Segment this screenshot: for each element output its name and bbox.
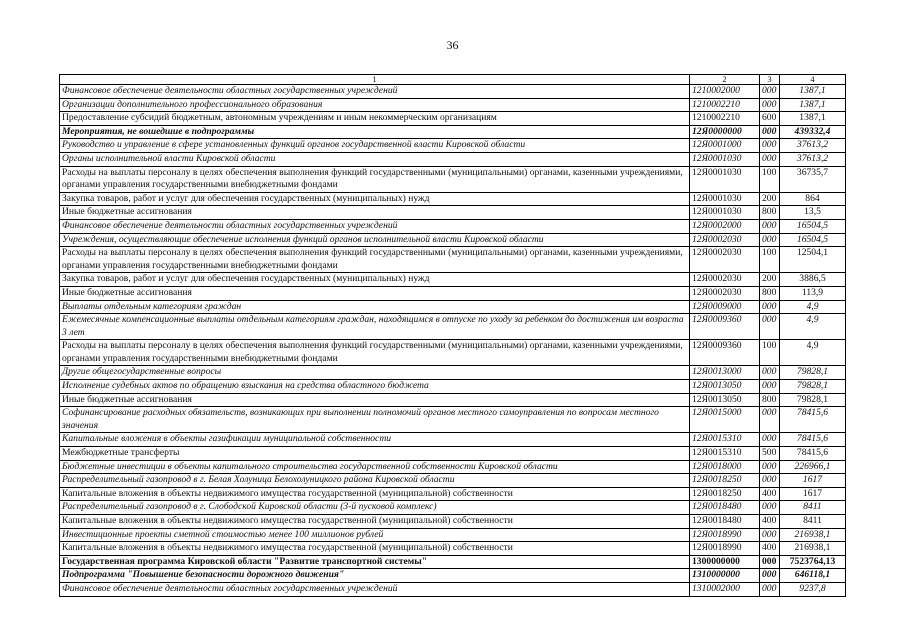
header-col-2: 2 [690,75,760,85]
row-vr-cell: 000 [760,300,780,314]
budget-sheet [59,74,845,597]
table-row [60,219,846,233]
table-row [60,487,846,501]
table-row [60,206,846,220]
table-row [60,366,846,380]
header-col-1: 1 [60,75,690,85]
header-col-4: 4 [780,75,846,85]
row-code-cell: 12Я0001030 [690,192,760,206]
row-name-cell: Закупка товаров, работ и услуг для обеспечения государственных (муниципальных) нужд [60,192,690,206]
row-sum-cell: 13,5 [780,206,846,220]
row-name-cell: Иные бюджетные ассигнования [60,393,690,407]
row-name-cell: Мероприятия, не вошедшие в подпрограммы [60,125,690,139]
table-row [60,314,846,340]
row-name-cell: Финансовое обеспечение деятельности областных государственных учреждений [60,85,690,99]
row-sum-cell: 78415,6 [780,447,846,461]
page-number: 36 [446,38,459,52]
row-vr-cell: 500 [760,447,780,461]
row-vr-cell: 600 [760,112,780,126]
row-sum-cell: 864 [780,192,846,206]
table-row [60,460,846,474]
row-name-cell: Капитальные вложения в объекты недвижимого имущества государственной (муниципальной) собственности [60,515,690,529]
row-code-cell: 1310000000 [690,569,760,583]
table-row [60,569,846,583]
table-row [60,112,846,126]
row-vr-cell: 000 [760,460,780,474]
table-row [60,85,846,99]
table-header-row [60,75,846,85]
table-row [60,582,846,596]
row-name-cell: Ежемесячные компенсационные выплаты отдельным категориям граждан, находящимся в отпуске по уходу за ребенком до достижения им возраста 3 лет [60,314,690,340]
table-row [60,407,846,433]
row-code-cell: 12Я0018480 [690,515,760,529]
row-name-cell: Органы исполнительной власти Кировской области [60,152,690,166]
row-name-cell: Расходы на выплаты персоналу в целях обеспечения выполнения функций государственными (муниципальными) органами, казенными учреждениями, органами управления государственными внебюджетными фондами [60,247,690,273]
row-vr-cell: 000 [760,125,780,139]
row-sum-cell: 439332,4 [780,125,846,139]
row-code-cell: 12Я0002030 [690,273,760,287]
row-code-cell: 12Я0015310 [690,447,760,461]
row-sum-cell: 1617 [780,474,846,488]
row-sum-cell: 4,9 [780,314,846,340]
row-code-cell: 12Я0002030 [690,286,760,300]
row-vr-cell: 000 [760,98,780,112]
row-code-cell: 12Я0013050 [690,393,760,407]
row-vr-cell: 100 [760,247,780,273]
row-name-cell: Финансовое обеспечение деятельности областных государственных учреждений [60,582,690,596]
row-code-cell: 12Я0018000 [690,460,760,474]
row-vr-cell: 000 [760,582,780,596]
row-sum-cell: 9237,8 [780,582,846,596]
row-sum-cell: 8411 [780,515,846,529]
row-code-cell: 12Я0015310 [690,433,760,447]
header-col-3: 3 [760,75,780,85]
table-row [60,393,846,407]
row-name-cell: Расходы на выплаты персоналу в целях обеспечения выполнения функций государственными (муниципальными) органами, казенными учреждениями, органами управления государственными внебюджетными фондами [60,340,690,366]
row-code-cell: 1310002000 [690,582,760,596]
table-row [60,528,846,542]
row-sum-cell: 3886,5 [780,273,846,287]
row-sum-cell: 216938,1 [780,528,846,542]
row-code-cell: 12Я0018990 [690,542,760,556]
row-code-cell: 1300000000 [690,555,760,569]
row-name-cell: Исполнение судебных актов по обращению взыскания на средства областного бюджета [60,380,690,394]
row-name-cell: Бюджетные инвестиции в объекты капитального строительства государственной собственности Кировской области [60,460,690,474]
row-vr-cell: 200 [760,273,780,287]
row-sum-cell: 8411 [780,501,846,515]
row-code-cell: 12Я0013050 [690,380,760,394]
row-sum-cell: 12504,1 [780,247,846,273]
row-sum-cell: 226966,1 [780,460,846,474]
row-sum-cell: 16504,5 [780,233,846,247]
row-name-cell: Организации дополнительного профессионального образования [60,98,690,112]
row-vr-cell: 100 [760,166,780,192]
row-sum-cell: 7523764,13 [780,555,846,569]
row-vr-cell: 000 [760,569,780,583]
row-name-cell: Иные бюджетные ассигнования [60,206,690,220]
row-code-cell: 12Я0002030 [690,247,760,273]
row-name-cell: Другие общегосударственные вопросы [60,366,690,380]
row-name-cell: Межбюджетные трансферты [60,447,690,461]
row-vr-cell: 000 [760,314,780,340]
row-sum-cell: 1387,1 [780,98,846,112]
row-sum-cell: 79828,1 [780,393,846,407]
table-row [60,286,846,300]
table-row [60,139,846,153]
row-name-cell: Капитальные вложения в объекты недвижимого имущества государственной (муниципальной) собственности [60,487,690,501]
row-vr-cell: 000 [760,474,780,488]
row-name-cell: Капитальные вложения в объекты недвижимого имущества государственной (муниципальной) собственности [60,542,690,556]
row-code-cell: 12Я0013000 [690,366,760,380]
row-code-cell: 12Я0001030 [690,152,760,166]
row-code-cell: 12Я0015000 [690,407,760,433]
row-name-cell: Финансовое обеспечение деятельности областных государственных учреждений [60,219,690,233]
row-code-cell: 12Я0018480 [690,501,760,515]
row-sum-cell: 646118,1 [780,569,846,583]
table-row [60,233,846,247]
row-vr-cell: 000 [760,528,780,542]
row-vr-cell: 800 [760,393,780,407]
row-code-cell: 12Я0001000 [690,139,760,153]
table-row [60,125,846,139]
row-sum-cell: 79828,1 [780,366,846,380]
row-vr-cell: 100 [760,340,780,366]
row-code-cell: 1210002210 [690,98,760,112]
table-row [60,380,846,394]
row-sum-cell: 1387,1 [780,112,846,126]
row-vr-cell: 400 [760,515,780,529]
row-vr-cell: 000 [760,380,780,394]
row-name-cell: Подпрограмма "Повышение безопасности дорожного движения" [60,569,690,583]
row-sum-cell: 36735,7 [780,166,846,192]
row-vr-cell: 800 [760,206,780,220]
row-sum-cell: 1617 [780,487,846,501]
row-vr-cell: 000 [760,555,780,569]
row-name-cell: Государственная программа Кировской области "Развитие транспортной системы" [60,555,690,569]
row-vr-cell: 800 [760,286,780,300]
row-code-cell: 12Я0018250 [690,474,760,488]
table-row [60,98,846,112]
row-vr-cell: 400 [760,542,780,556]
table-row [60,273,846,287]
row-vr-cell: 000 [760,433,780,447]
row-vr-cell: 200 [760,192,780,206]
row-vr-cell: 000 [760,407,780,433]
row-sum-cell: 4,9 [780,300,846,314]
row-vr-cell: 000 [760,139,780,153]
row-name-cell: Распределительный газопровод в г. Белая Холуница Белохолуницкого района Кировской области [60,474,690,488]
row-sum-cell: 113,9 [780,286,846,300]
row-code-cell: 12Я0000000 [690,125,760,139]
table-row [60,501,846,515]
row-vr-cell: 000 [760,366,780,380]
table-row [60,300,846,314]
row-name-cell: Расходы на выплаты персоналу в целях обеспечения выполнения функций государственными (муниципальными) органами, казенными учреждениями, органами управления государственными внебюджетными фондами [60,166,690,192]
row-code-cell: 12Я0002000 [690,219,760,233]
row-code-cell: 12Я0018250 [690,487,760,501]
row-name-cell: Иные бюджетные ассигнования [60,286,690,300]
table-row [60,433,846,447]
row-name-cell: Капитальные вложения в объекты газификации муниципальной собственности [60,433,690,447]
table-row [60,247,846,273]
row-vr-cell: 000 [760,219,780,233]
table-row [60,166,846,192]
row-code-cell: 12Я0002030 [690,233,760,247]
budget-table [59,74,846,597]
row-vr-cell: 400 [760,487,780,501]
row-vr-cell: 000 [760,85,780,99]
row-vr-cell: 000 [760,501,780,515]
row-sum-cell: 1387,1 [780,85,846,99]
table-row [60,447,846,461]
row-code-cell: 1210002210 [690,112,760,126]
row-sum-cell: 37613,2 [780,152,846,166]
table-row [60,152,846,166]
row-name-cell: Учреждения, осуществляющие обеспечение исполнения функций органов исполнительной власти Кировской области [60,233,690,247]
row-name-cell: Выплаты отдельным категориям граждан [60,300,690,314]
row-vr-cell: 000 [760,233,780,247]
row-name-cell: Закупка товаров, работ и услуг для обеспечения государственных (муниципальных) нужд [60,273,690,287]
row-code-cell: 12Я0001030 [690,166,760,192]
budget-table-body [60,75,846,597]
table-row [60,542,846,556]
table-row [60,340,846,366]
row-name-cell: Распределительный газопровод в г. Слободской Кировской области (3-й пусковой комплекс) [60,501,690,515]
row-name-cell: Софинансирование расходных обязательств, возникающих при выполнении полномочий органов местного самоуправления по вопросам местного значения [60,407,690,433]
table-row [60,555,846,569]
row-sum-cell: 79828,1 [780,380,846,394]
row-sum-cell: 216938,1 [780,542,846,556]
table-row [60,192,846,206]
row-sum-cell: 37613,2 [780,139,846,153]
row-vr-cell: 000 [760,152,780,166]
row-name-cell: Инвестиционные проекты сметной стоимостью менее 100 миллионов рублей [60,528,690,542]
table-row [60,515,846,529]
row-code-cell: 12Я0018990 [690,528,760,542]
row-name-cell: Предоставление субсидий бюджетным, автономным учреждениям и иным некоммерческим организациям [60,112,690,126]
row-code-cell: 12Я0001030 [690,206,760,220]
row-sum-cell: 4,9 [780,340,846,366]
row-code-cell: 1210002000 [690,85,760,99]
table-row [60,474,846,488]
row-code-cell: 12Я0009000 [690,300,760,314]
row-code-cell: 12Я0009360 [690,314,760,340]
row-sum-cell: 78415,6 [780,407,846,433]
row-code-cell: 12Я0009360 [690,340,760,366]
row-sum-cell: 16504,5 [780,219,846,233]
row-sum-cell: 78415,6 [780,433,846,447]
row-name-cell: Руководство и управление в сфере установленных функций органов государственной власти Кировской области [60,139,690,153]
